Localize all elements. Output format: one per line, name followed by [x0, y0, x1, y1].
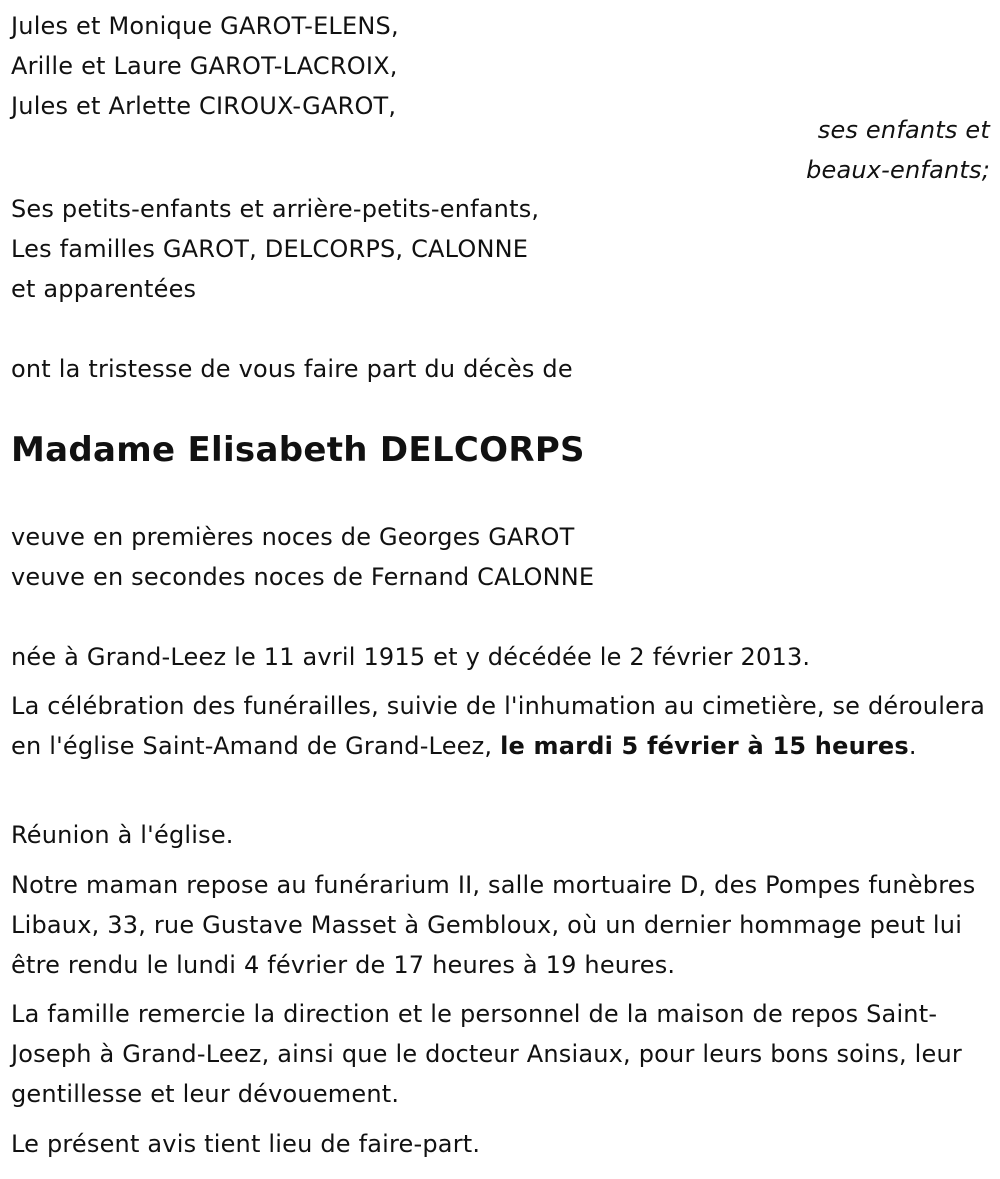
funeral-text: La célébration des funérailles, suivie de l'inhumation au cimetière, se déroulera en l'église Saint-Amand de Grand-Leez, — [11, 692, 986, 760]
funeral-paragraph — [11, 686, 986, 766]
closing-line: Le présent avis tient lieu de faire-part. — [11, 1130, 481, 1158]
announcement-text: ont la tristesse de vous faire part du décès de — [11, 355, 573, 383]
reunion-line: Réunion à l'église. — [11, 821, 234, 849]
family-line: Arille et Laure GAROT-LACROIX, — [11, 52, 398, 80]
deceased-name: Madame Elisabeth DELCORPS — [11, 430, 585, 470]
viewing-paragraph: Notre maman repose au funérarium II, salle mortuaire D, des Pompes funèbres Libaux, 33, rue Gustave Masset à Gembloux, où un dernier hommage peut lui être rendu le lundi 4 février de 17 heures à 19 heures. — [11, 871, 976, 979]
widow-line: veuve en secondes noces de Fernand CALONNE — [11, 563, 595, 591]
children-list — [11, 6, 399, 126]
thanks-paragraph: La famille remercie la direction et le personnel de la maison de repos Saint-Joseph à Grand-Leez, ainsi que le docteur Ansiaux, pour leurs bons soins, leur gentillesse et leur dévouement. — [11, 1000, 962, 1108]
family-line: Jules et Monique GAROT-ELENS, — [11, 12, 399, 40]
birth-death-line: née à Grand-Leez le 11 avril 1915 et y décédée le 2 février 2013. — [11, 643, 811, 671]
family-line: Jules et Arlette CIROUX-GAROT, — [11, 92, 397, 120]
funeral-date-time: le mardi 5 février à 15 heures — [500, 732, 909, 760]
widow-line: veuve en premières noces de Georges GAROT — [11, 523, 575, 551]
family-line: Ses petits-enfants et arrière-petits-enfants, — [11, 195, 540, 223]
relation-line: beaux-enfants; — [806, 156, 990, 184]
widow-lines — [11, 517, 594, 597]
funeral-end: . — [908, 732, 917, 760]
relation-line: ses enfants et — [817, 116, 990, 144]
family-line: et apparentées — [11, 275, 197, 303]
extended-family — [11, 189, 539, 309]
family-line: Les familles GAROT, DELCORPS, CALONNE — [11, 235, 529, 263]
relation-caption — [11, 110, 991, 190]
